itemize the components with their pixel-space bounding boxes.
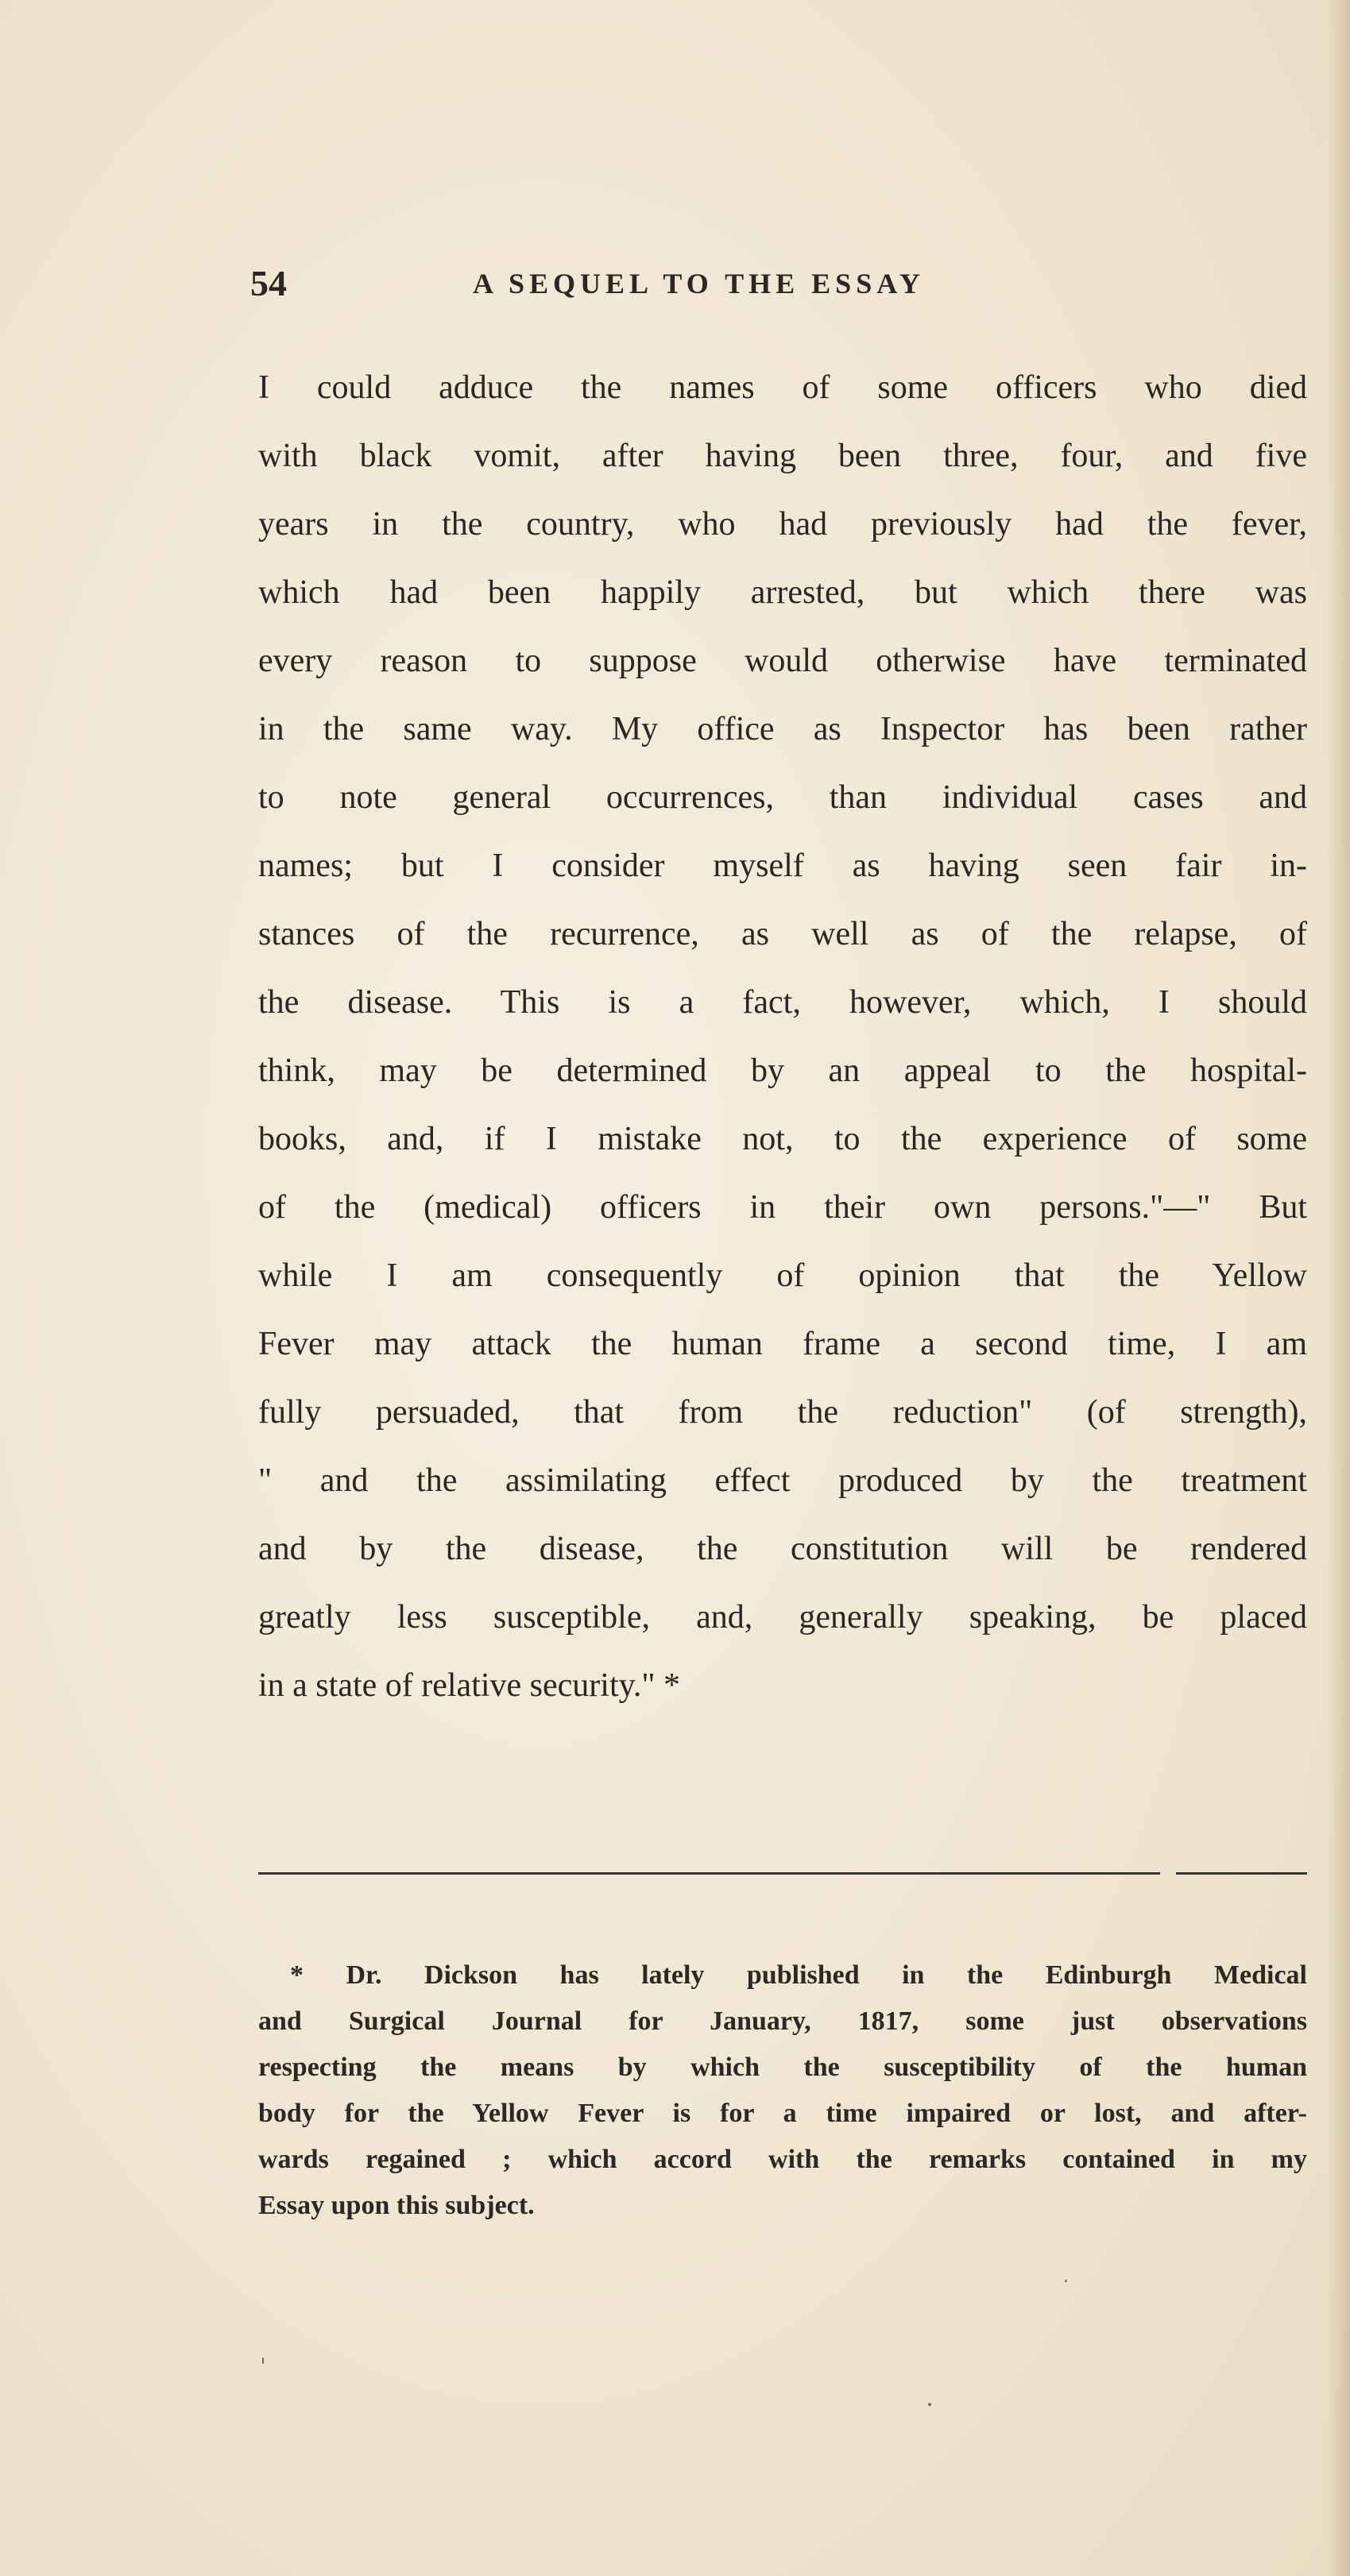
body-line: " and the assimilating effect produced by the treatment bbox=[258, 1462, 1307, 1499]
body-line: think, may be determined by an appeal to the hospital- bbox=[258, 1052, 1307, 1089]
footnote-line: Essay upon this subject. bbox=[258, 2191, 535, 2220]
body-line: to note general occurrences, than individual cases and bbox=[258, 779, 1307, 816]
body-line: greatly less susceptible, and, generally speaking, be placed bbox=[258, 1599, 1307, 1636]
paper-speck bbox=[262, 2358, 264, 2364]
body-line: in the same way. My office as Inspector has been rather bbox=[258, 711, 1307, 747]
body-line: books, and, if I mistake not, to the experience of some bbox=[258, 1121, 1307, 1157]
body-line: the disease. This is a fact, however, which, I should bbox=[258, 984, 1307, 1021]
page-header bbox=[250, 262, 1307, 310]
footnote-line: wards regained ; which accord with the remarks contained in my bbox=[258, 2145, 1307, 2174]
body-line: and by the disease, the constitution will be rendered bbox=[258, 1531, 1307, 1567]
body-line: stances of the recurrence, as well as of the relapse, of bbox=[258, 916, 1307, 952]
body-line: Fever may attack the human frame a second time, I am bbox=[258, 1326, 1307, 1362]
footnote-rule-long bbox=[258, 1872, 1160, 1875]
footnote-rule bbox=[258, 1872, 1307, 1875]
body-line: years in the country, who had previously had the fever, bbox=[258, 506, 1307, 543]
body-line: while I am consequently of opinion that the Yellow bbox=[258, 1257, 1307, 1294]
body-line: with black vomit, after having been three, four, and five bbox=[258, 438, 1307, 474]
footnote-line: respecting the means by which the susceptibility of the human bbox=[258, 2053, 1307, 2082]
paper-speck bbox=[928, 2403, 931, 2406]
page-number: 54 bbox=[250, 263, 287, 303]
body-text bbox=[258, 353, 1307, 1720]
body-line: names; but I consider myself as having seen fair in- bbox=[258, 848, 1307, 884]
running-head: A SEQUEL TO THE ESSAY bbox=[473, 268, 925, 299]
body-line: I could adduce the names of some officers who died bbox=[258, 369, 1307, 406]
footnote-line: * Dr. Dickson has lately published in the Edinburgh Medical bbox=[290, 1960, 1307, 1990]
body-line: fully persuaded, that from the reduction" (of strength), bbox=[258, 1394, 1307, 1431]
footnote-rule-short bbox=[1176, 1872, 1307, 1875]
paper-speck bbox=[1065, 2280, 1067, 2282]
footnote-line: body for the Yellow Fever is for a time impaired or lost, and after- bbox=[258, 2099, 1307, 2128]
footnote-line: and Surgical Journal for January, 1817, some just observations bbox=[258, 2006, 1307, 2036]
body-line: of the (medical) officers in their own persons."—" But bbox=[258, 1189, 1307, 1226]
body-line: which had been happily arrested, but which there was bbox=[258, 574, 1307, 611]
body-line: in a state of relative security." * bbox=[258, 1667, 681, 1704]
footnote bbox=[258, 1952, 1307, 2229]
page-edge-shadow bbox=[1326, 0, 1350, 2576]
body-line: every reason to suppose would otherwise have terminated bbox=[258, 643, 1307, 679]
